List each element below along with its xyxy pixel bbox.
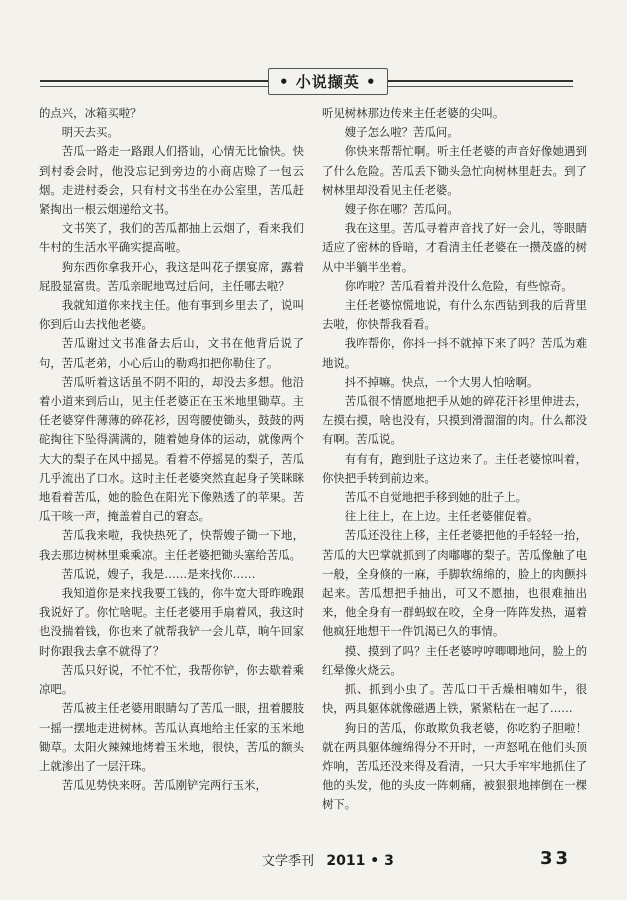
paragraph: 狗东西你拿我开心，我这是叫花子摆宴席，露着屁股显富贵。苦瓜亲昵地骂过后问，主任哪去啦？ (39, 259, 304, 293)
paragraph: 苦瓜说，嫂子，我是……是来找你…… (61, 566, 256, 581)
paragraph: 抖不掉嘛。快点，一个大男人怕啥啊。 (344, 374, 539, 389)
left-column (39, 104, 304, 795)
paragraph: 苦瓜被主任老婆用眼睛勾了苦瓜一眼，扭着腰肢一摇一摆地走进树林。苦瓜认真地给主任家的玉米地锄草。太阳火辣辣地烤着玉米地，很快，苦瓜的额头上就渗出了一层汗珠。 (39, 701, 304, 773)
paragraph: 苦瓜还没往上移，主任老婆把他的手轻轻一抬，苦瓜的大巴掌就抓到了肉嘟嘟的梨子。苦瓜像触了电一般，全身倏的一麻，手脚软绵绵的，脸上的肉颤抖起来。苦瓜想把手抽出，可又不愿抽，也很难抽出来，他全身有一群蚂蚁在咬，全身一阵阵发热，逼着他疯狂地想干一件饥渴已久的事情。 (322, 528, 587, 639)
paragraph: 主任老婆惊慌地说，有什么东西钻到我的后背里去啦，你快帮我看看。 (322, 298, 587, 332)
paragraph: 文书笑了，我们的苦瓜都抽上云烟了，看来我们牛村的生活水平确实提高啦。 (39, 221, 304, 255)
paragraph: 苦瓜听着这话虽不阴不阳的，却没去多想。他沿着小道来到后山，见主任老婆正在玉米地里锄草。主任老婆穿件薄薄的碎花衫，因弯腰使锄头，鼓鼓的两砣掏往下坠得满满的，随着她身体的运动，就像两个大大的梨子在风中摇晃。看着不停摇晃的梨子，苦瓜几乎流出了口水。这时主任老婆突然直起身子笑眯眯地看着苦瓜，她的脸色在阳光下像熟透了的苹果。苦瓜干咳一声，掩盖着自己的窘态。 (39, 374, 304, 524)
paragraph: 的点兴，冰箱买啦？ (39, 106, 142, 120)
paragraph: 苦瓜一路走一路跟人们搭讪，心情无比愉快。快到村委会时，他没忘记到旁边的小商店赊了一包云烟。走进村委会，只有村文书坐在办公室里，苦瓜赶紧掏出一根云烟递给文书。 (39, 144, 304, 217)
paragraph: 苦瓜只好说，不忙不忙，我帮你铲，你去歇着乘凉吧。 (39, 662, 304, 697)
paragraph: 我在这里。苦瓜寻着声音找了好一会儿，等眼睛适应了密林的昏暗，才看清主任老婆在一攒茂盛的树从中半躺半坐着。 (322, 221, 587, 274)
paragraph: 摸、摸到了吗？主任老婆哼哼唧唧地问，脸上的红晕像火烧云。 (322, 643, 587, 677)
paragraph: 我知道你是来找我要工钱的，你牛宽大哥昨晚跟我说好了。你忙啥呢。主任老婆用手扇着风，我这时也没揣着钱，你也来了就帮我铲一会儿草，晌午回家时你跟我去拿不就得了？ (39, 586, 304, 658)
paragraph: 我咋帮你，你抖一抖不就掉下来了吗？苦瓜为难地说。 (322, 336, 587, 370)
paragraph: 抓、抓到小虫了。苦瓜口干舌燥相喃如牛，很快，两具躯体就像磁遇上铁，紧紧粘在一起了…… (322, 682, 587, 716)
paragraph: 听见树林那边传来主任老婆的尖叫。 (322, 106, 505, 120)
paragraph: 明天去买。 (61, 125, 119, 140)
paragraph: 有有有，跑到肚子这边来了。主任老婆惊叫着，你快把手转到前边来。 (322, 451, 587, 485)
right-column (322, 104, 587, 815)
issue-number: 2011 • 3 (326, 853, 394, 869)
paragraph: 嫂子你在哪？苦瓜问。 (344, 202, 459, 217)
paragraph: 我就知道你来找主任。他有事到乡里去了，说叫你到后山去找他老婆。 (39, 298, 304, 332)
paragraph: 苦瓜谢过文书准备去后山，文书在他背后说了句，苦瓜老弟，小心后山的勒鸡扣把你勒住了。 (39, 336, 304, 370)
footer-magazine (262, 850, 394, 869)
paragraph: 苦瓜不自觉地把手移到她的肚子上。 (344, 490, 528, 505)
paragraph: 你快来帮帮忙啊。听主任老婆的声音好像她遇到了什么危险。苦瓜丢下锄头急忙向树林里赶去。到了树林里却没看见主任老婆。 (322, 144, 587, 197)
page-number: 33 (540, 848, 572, 869)
magazine-name: 文学季刊 (262, 854, 315, 869)
paragraph: 嫂子怎么啦？苦瓜问。 (344, 125, 459, 140)
section-title: • 小说撷英 • (268, 68, 388, 95)
page-footer (0, 850, 627, 874)
paragraph: 苦瓜我来啦，我快热死了，快帮嫂子锄一下地，我去那边树林里乘乘凉。主任老婆把锄头塞给苦瓜。 (39, 528, 304, 562)
paragraph: 狗日的苦瓜，你敢欺负我老婆，你吃豹子胆啦！就在两具躯体缠绵得分不开时，一声怒吼在他们头顶炸响，苦瓜还没来得及看清，一只大手牢牢地抓住了他的头发，他的头皮一阵刺痛，被狠狠地摔倒在一棵树下。 (322, 720, 587, 812)
paragraph: 你咋啦？苦瓜看着并没什么危险，有些惊奇。 (344, 278, 573, 293)
paragraph: 苦瓜见势快来呀。苦瓜刚铲完两行玉米， (61, 778, 267, 793)
paragraph: 苦瓜很不情愿地把手从她的碎花汗衫里伸进去，左摸右摸，啥也没有，只摸到滑溜溜的肉。什么都没有啊。苦瓜说。 (322, 394, 587, 447)
paragraph: 往上往上，在上边。主任老婆催促着。 (344, 509, 539, 524)
